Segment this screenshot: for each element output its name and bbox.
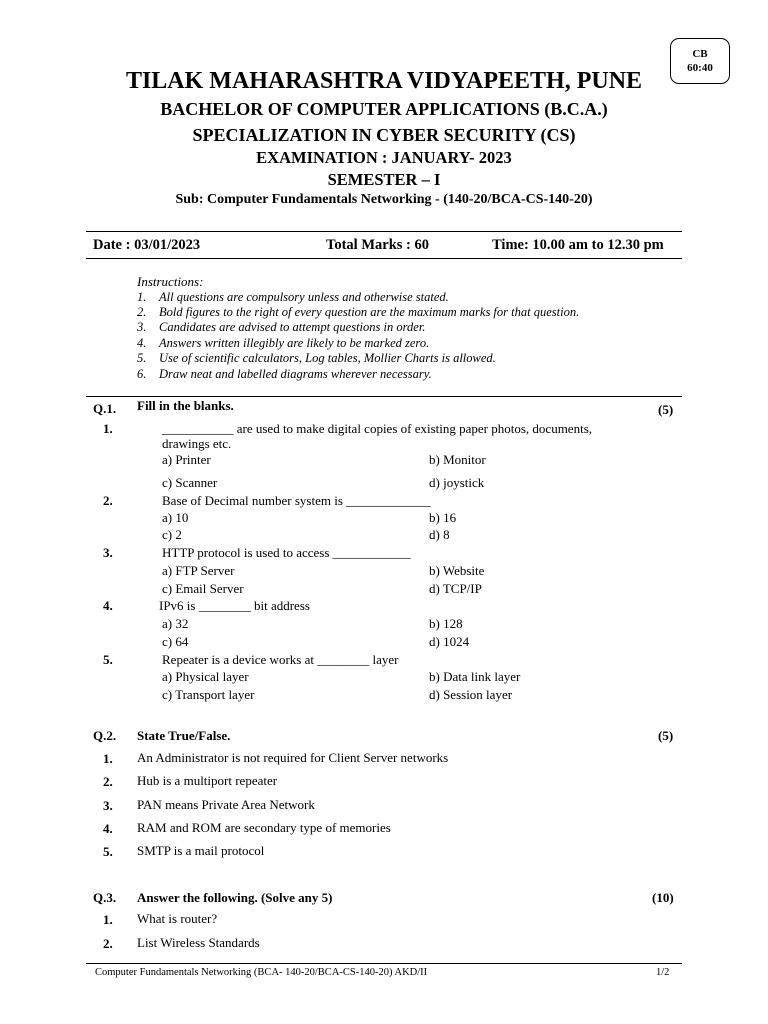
q2-item-num: 4. [103,821,113,836]
q3-item-text: What is router? [137,911,218,926]
instruction-num: 1. [137,290,147,304]
instruction-num: 6. [137,367,147,381]
exam-code-line1: CB [692,48,708,60]
q1-item-question: IPv6 is ________ bit address [159,598,310,613]
instruction-text: Candidates are advised to attempt questions in order. [159,320,426,334]
q1-item-question: ___________ are used to make digital copies of existing paper photos, documents, [162,421,592,436]
q3-item-num: 2. [103,936,113,951]
q1-option-c: c) Transport layer [162,687,255,702]
instruction-num: 3. [137,320,147,334]
exam-code-line2: 60:40 [687,62,713,74]
examination-title: EXAMINATION : JANUARY- 2023 [256,148,512,167]
specialization-title: SPECIALIZATION IN CYBER SECURITY (CS) [192,125,576,145]
semester-title: SEMESTER – I [327,170,441,189]
divider-top [86,231,682,232]
q1-option-a: a) 32 [162,616,189,631]
instructions-heading: Instructions: [137,274,204,289]
q1-option-d: d) Session layer [429,687,513,702]
instruction-text: Draw neat and labelled diagrams wherever necessary. [159,367,432,381]
q1-option-c: c) Scanner [162,475,218,490]
footer-text: Computer Fundamentals Networking (BCA- 140-20/BCA-CS-140-20) AKD/II [95,967,428,978]
q1-marks: (5) [658,402,674,417]
q1-option-d: d) TCP/IP [429,581,482,596]
exam-time: Time: 10.00 am to 12.30 pm [492,237,664,253]
instruction-text: Answers written illegibly are likely to be marked zero. [159,336,430,350]
q1-item-num: 1. [103,421,113,436]
instruction-num: 4. [137,336,147,350]
q1-option-a: a) FTP Server [162,563,235,578]
q1-option-d: d) 1024 [429,634,470,649]
q2-label: Q.2. [93,728,117,743]
instruction-num: 2. [137,305,147,319]
instruction-text: Bold figures to the right of every question are the maximum marks for that question. [159,305,580,319]
q1-option-b: b) Data link layer [429,669,521,684]
q2-item-num: 5. [103,844,113,859]
q1-label: Q.1. [93,401,117,416]
q3-item-num: 1. [103,912,113,927]
q3-label: Q.3. [93,890,117,905]
subject-title: Sub: Computer Fundamentals Networking - (140-20/BCA-CS-140-20) [175,192,593,207]
q1-item-num: 2. [103,493,113,508]
total-marks: Total Marks : 60 [326,237,429,253]
q3-title: Answer the following. (Solve any 5) [137,890,333,905]
divider-instructions [86,396,682,397]
instruction-item [137,336,677,352]
q1-item-num: 4. [103,598,113,613]
q1-item-question-cont: drawings etc. [162,436,232,451]
q1-option-b: b) Monitor [429,452,486,467]
q2-title: State True/False. [137,728,231,743]
q2-item-num: 1. [103,751,113,766]
q1-option-c: c) 64 [162,634,189,649]
exam-date: Date : 03/01/2023 [93,237,201,253]
university-title: TILAK MAHARASHTRA VIDYAPEETH, PUNE [125,68,643,94]
instruction-num: 5. [137,351,147,365]
q1-option-b: b) 16 [429,510,457,525]
instruction-item [137,367,677,383]
q2-item-text: An Administrator is not required for Client Server networks [137,750,449,765]
q1-option-a: a) Physical layer [162,669,249,684]
q3-item-text: List Wireless Standards [137,935,260,950]
q1-option-d: d) 8 [429,527,450,542]
q1-item-question: Repeater is a device works at ________ layer [162,652,399,667]
page-number: 1/2 [656,967,670,978]
q1-item-question: Base of Decimal number system is _____________ [162,493,431,508]
q2-item-text: PAN means Private Area Network [137,797,315,812]
q1-option-a: a) Printer [162,452,211,467]
q2-item-text: Hub is a multiport repeater [137,773,278,788]
instruction-item [137,320,677,336]
q1-option-b: b) Website [429,563,485,578]
program-title: BACHELOR OF COMPUTER APPLICATIONS (B.C.A.) [160,99,608,119]
q1-item-num: 3. [103,545,113,560]
q2-item-num: 3. [103,798,113,813]
q3-marks: (10) [652,890,674,905]
instruction-text: All questions are compulsory unless and otherwise stated. [159,290,449,304]
q2-item-text: SMTP is a mail protocol [137,843,265,858]
q2-item-text: RAM and ROM are secondary type of memories [137,820,391,835]
q1-title: Fill in the blanks. [137,398,234,413]
instruction-text: Use of scientific calculators, Log tables, Mollier Charts is allowed. [159,351,496,365]
divider-meta [86,258,682,259]
q1-item-num: 5. [103,652,113,667]
instruction-item [137,351,677,367]
instructions-list [137,290,677,390]
q2-marks: (5) [658,728,674,743]
q1-option-d: d) joystick [429,475,485,490]
q1-item-question: HTTP protocol is used to access ____________ [162,545,411,560]
q1-option-a: a) 10 [162,510,189,525]
divider-footer [86,963,682,964]
instruction-item [137,290,677,306]
q1-option-b: b) 128 [429,616,463,631]
q1-option-c: c) Email Server [162,581,244,596]
q1-option-c: c) 2 [162,527,182,542]
q2-item-num: 2. [103,774,113,789]
instruction-item [137,305,677,321]
